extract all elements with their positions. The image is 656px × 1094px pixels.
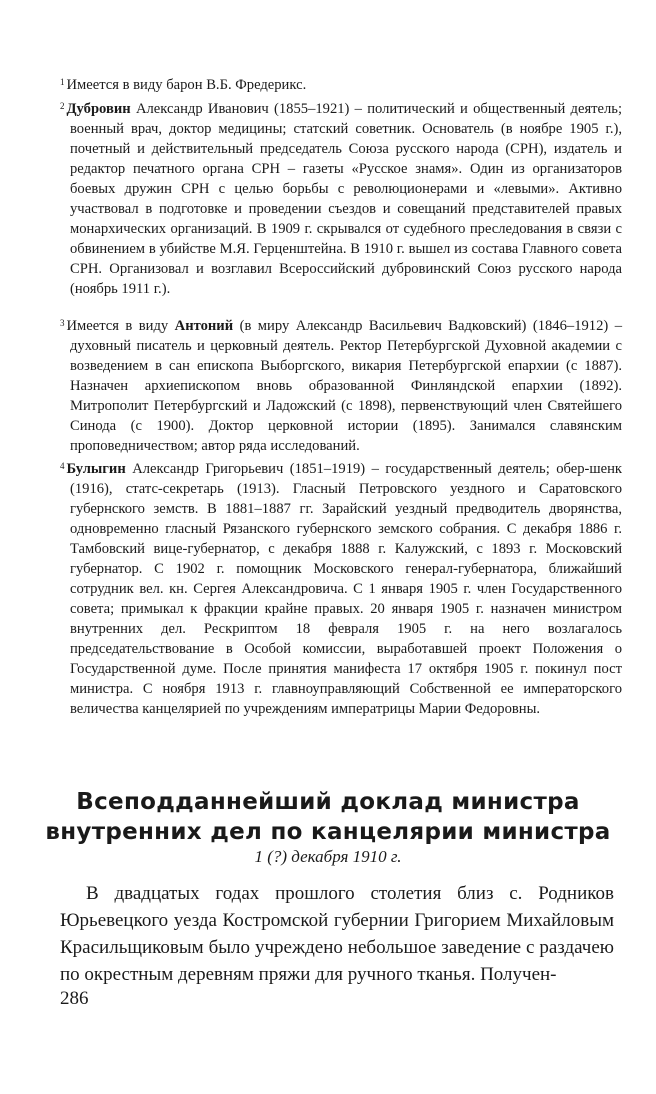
section-title-line-1: Всеподданнейший доклад министра bbox=[76, 789, 580, 815]
section-title-line-2: внутренних дел по канцелярии министра bbox=[45, 819, 611, 845]
footnote-name: Булыгин bbox=[66, 461, 126, 477]
footnote-number: 2 bbox=[60, 101, 65, 111]
section-date: 1 (?) декабря 1910 г. bbox=[254, 847, 402, 866]
footnote-text: Александр Григорьевич (1851–1919) – государственный деятель; обер-шенк (1916), статс-секретарь (1913). Гласный Петровского уездного и Саратовского губернского земств. В 1881–1887 гг. Зарайский уездный предводитель дворянства, одновременно гласный Рязанского губернского земского собрания. С декабря 1886 г. Тамбовский вице-губернатор, с декабря 1888 г. Калужский, с 1893 г. Московский губернатор. С 1902 г. помощник Московского генерал-губернатора, ближайший сотрудник вел. кн. Сергея Александровича. С 1 января 1905 г. член Государственного совета; примыкал к фракции крайне правых. 20 января 1905 г. назначен министром внутренних дел. Рескриптом 18 февраля 1905 г. на него возлагалось председательствование в Особой комиссии, выработавшей проект Положения о Государственной думе. После принятия манифеста 17 октября 1905 г. покинул пост министра. С ноября 1913 г. главноуправляющий Собственной ее императорского величества канцелярией по учреждениям императрицы Марии Федоровны. bbox=[70, 461, 622, 717]
page-number: 286 bbox=[60, 988, 89, 1009]
footnote-3 bbox=[60, 313, 622, 456]
body-paragraph: В двадцатых годах прошлого столетия близ с. Родников Юрьевецкого уезда Костромской губернии Григорием Михайловым Красильщиковым было учреждено небольшое заведение с раздачею по окрестным деревням пряжи для ручного тканья. Получен- bbox=[60, 883, 614, 985]
footnote-number: 3 bbox=[60, 318, 65, 328]
footnote-name: Дубровин bbox=[66, 101, 131, 117]
footnote-text: (в миру Александр Васильевич Вадковский) (1846–1912) – духовный писатель и церковный деятель. Ректор Петербургской Духовной академии с возведением в сан епископа Выборгского, викария Петербургской епархии (с 1887). Назначен архиепископом вновь образованной Финляндской епархии (1892). Митрополит Петербургский и Ладожский (с 1898), первенствующий член Святейшего Синода (с 1900). Доктор церковной истории (1895). Занимался славянским проповедничеством; автор ряда исследований. bbox=[70, 318, 622, 454]
footnote-number: 4 bbox=[60, 461, 65, 471]
footnote-4 bbox=[60, 456, 622, 719]
footnote-text: Имеется в виду барон В.Б. Фредерикс. bbox=[66, 77, 307, 93]
footnote-prefix: Имеется в виду bbox=[66, 318, 175, 334]
footnote-2 bbox=[60, 96, 622, 299]
footnote-number: 1 bbox=[60, 77, 65, 87]
footnote-name: Антоний bbox=[174, 318, 234, 334]
footnote-text: Александр Иванович (1855–1921) – политический и общественный деятель; военный врач, доктор медицины; статский советник. Основатель (в ноябре 1905 г.), почетный и действительный председатель Союза русского народа (СРН), издатель и редактор печатного органа СРН – газеты «Русское знамя». Один из организаторов боевых дружин СРН с целью борьбы с революционерами и «левыми». Активно участвовал в подготовке и проведении съездов и совещаний представителей правых монархических организаций. В 1909 г. скрывался от судебного преследования в связи с обвинением в убийстве М.Я. Герценштейна. В 1910 г. вышел из состава Главного совета СРН. Организовал и возглавил Всероссийский дубровинский Союз русского народа (ноябрь 1911 г.). bbox=[70, 101, 622, 297]
footnote-1 bbox=[60, 72, 622, 95]
